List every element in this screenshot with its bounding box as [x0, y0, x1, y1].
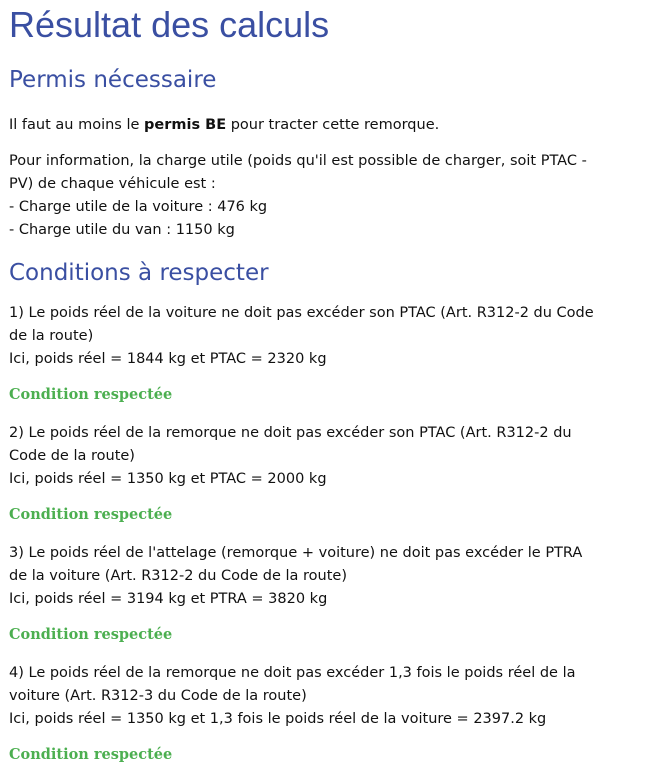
- condition-values: Ici, poids réel = 3194 kg et PTRA = 3820 kg: [9, 591, 328, 607]
- condition-rule: voiture (Art. R312-3 du Code de la route): [9, 688, 307, 704]
- page-title: Résultat des calculs: [9, 4, 330, 45]
- car-payload: - Charge utile de la voiture : 476 kg: [9, 199, 268, 215]
- permis-intro-after: pour tracter cette remorque.: [226, 117, 440, 133]
- condition-rule: 1) Le poids réel de la voiture ne doit pas excéder son PTAC (Art. R312-2 du Code: [9, 305, 594, 321]
- permis-intro: [9, 114, 629, 137]
- condition-values: Ici, poids réel = 1350 kg et 1,3 fois le poids réel de la voiture = 2397.2 kg: [9, 711, 547, 727]
- condition-3-text: [9, 542, 629, 611]
- permis-heading: Permis nécessaire: [9, 67, 217, 93]
- permis-type: permis BE: [144, 117, 227, 133]
- condition-4-text: [9, 662, 629, 731]
- condition-rule: 2) Le poids réel de la remorque ne doit pas excéder son PTAC (Art. R312-2 du: [9, 425, 572, 441]
- condition-4-status: Condition respectée: [9, 746, 173, 763]
- condition-rule: de la voiture (Art. R312-2 du Code de la route): [9, 568, 348, 584]
- condition-values: Ici, poids réel = 1350 kg et PTAC = 2000 kg: [9, 471, 327, 487]
- permis-intro-before: Il faut au moins le: [9, 117, 145, 133]
- conditions-heading: Conditions à respecter: [9, 260, 269, 286]
- condition-2-text: [9, 422, 629, 491]
- condition-2-status: Condition respectée: [9, 506, 173, 523]
- condition-1-status: Condition respectée: [9, 386, 173, 403]
- payload-info-line: Pour information, la charge utile (poids qu'il est possible de charger, soit PTAC -: [9, 153, 587, 169]
- payload-info: [9, 150, 629, 242]
- condition-rule: Code de la route): [9, 448, 135, 464]
- van-payload: - Charge utile du van : 1150 kg: [9, 222, 235, 238]
- condition-1-text: [9, 302, 629, 371]
- condition-rule: 4) Le poids réel de la remorque ne doit pas excéder 1,3 fois le poids réel de la: [9, 665, 576, 681]
- condition-rule: 3) Le poids réel de l'attelage (remorque + voiture) ne doit pas excéder le PTRA: [9, 545, 583, 561]
- condition-rule: de la route): [9, 328, 94, 344]
- condition-3-status: Condition respectée: [9, 626, 173, 643]
- payload-info-line: PV) de chaque véhicule est :: [9, 176, 216, 192]
- condition-values: Ici, poids réel = 1844 kg et PTAC = 2320 kg: [9, 351, 327, 367]
